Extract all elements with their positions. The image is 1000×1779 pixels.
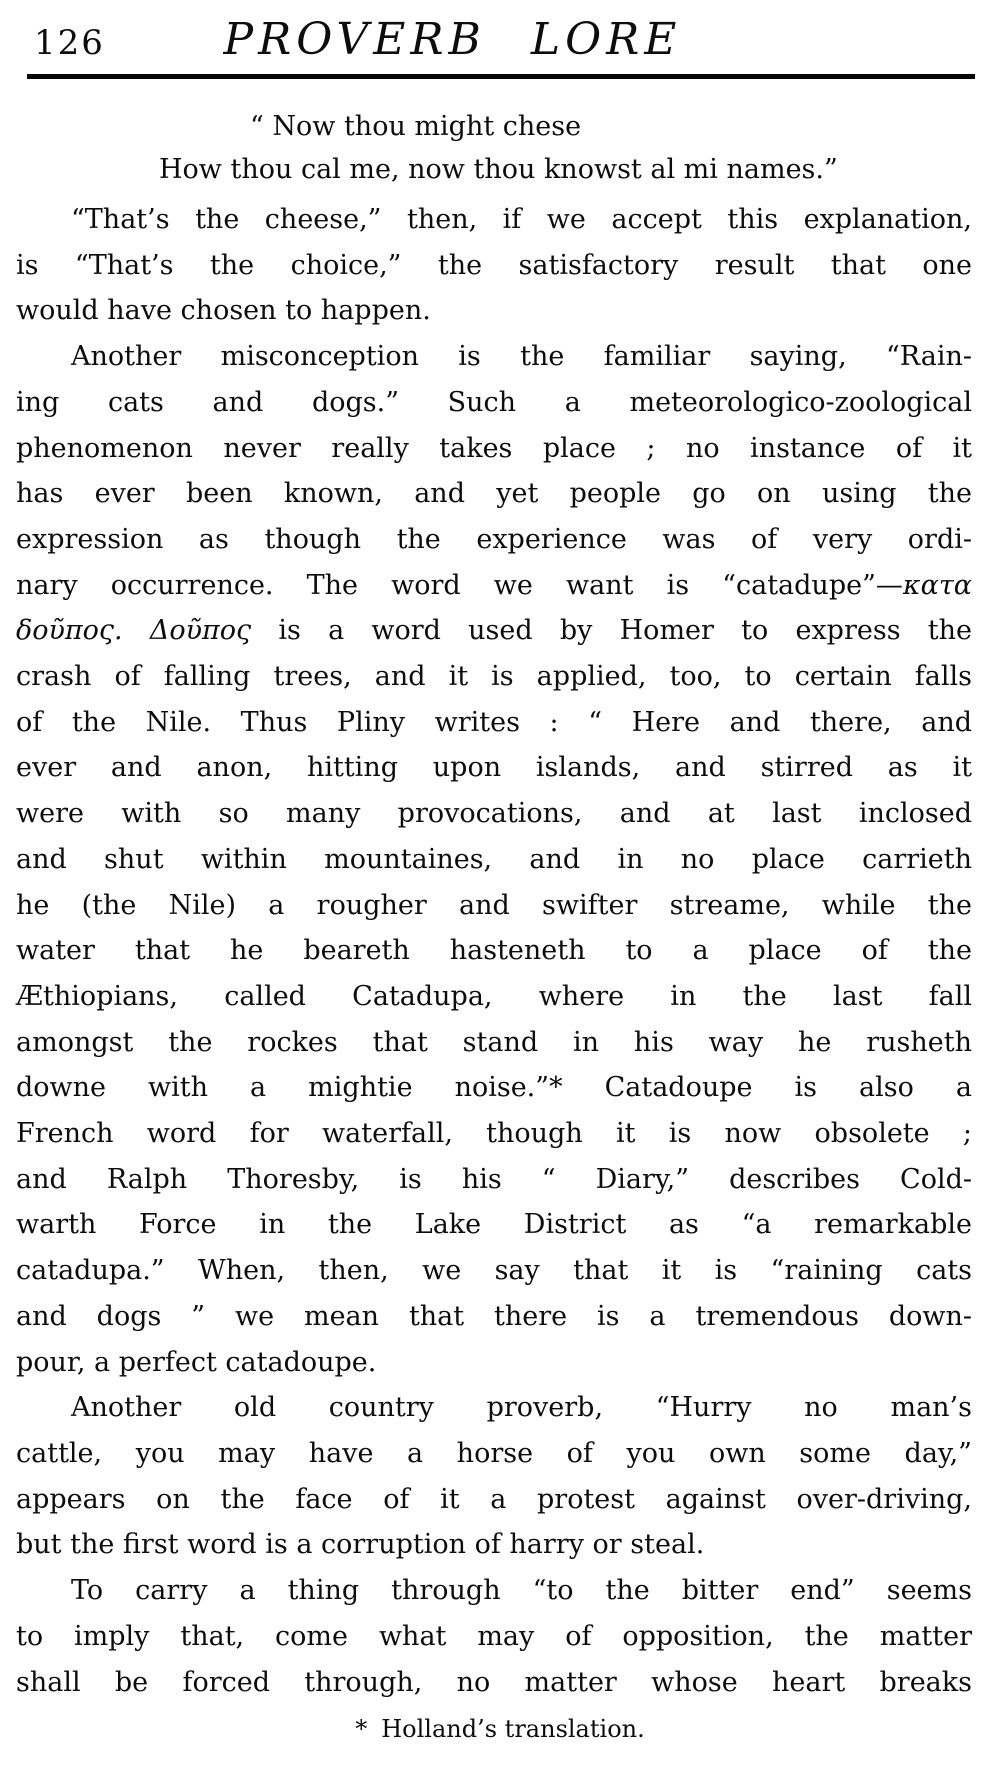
body-line: and dogs ” we mean that there is a tremendous down- [16,1300,972,1332]
body-line: he (the Nile) a rougher and swifter streame, while the [16,889,972,921]
footnote-marker: * [355,1715,368,1744]
epigraph-line: “ Now thou might chese [250,111,582,142]
body-line: to imply that, come what may of opposition, the matter [16,1620,972,1652]
header-rule [27,74,975,79]
body-line: water that he beareth hasteneth to a place of the [16,935,972,967]
epigraph-line: How thou cal me, now thou knowst al mi names.” [159,154,838,185]
body-line: were with so many provocations, and at last inclosed [16,798,972,830]
body-line: amongst the rockes that stand in his way he rusheth [16,1026,972,1058]
body-line: ing cats and dogs.” Such a meteorologico-zoological [16,386,972,418]
body-line: French word for waterfall, though it is now obsolete ; [16,1118,972,1150]
body-line: shall be forced through, no matter whose heart breaks [16,1666,972,1698]
body-line: catadupa.” When, then, we say that it is “raining cats [16,1255,972,1287]
page-title: PROVERB LORE [223,14,682,65]
body-line: pour, a perfect catadoupe. [16,1346,377,1378]
greek-word: δοῦπος. [16,615,123,647]
body-line: and shut within mountaines, and in no place carrieth [16,843,972,875]
body-line: downe with a mightie noise.”* Catadoupe is also a [16,1072,972,1104]
page-number: 126 [34,23,105,63]
body-line: appears on the face of it a protest against over-driving, [16,1483,972,1515]
body-line: is “That’s the choice,” the satisfactory result that one [16,249,972,281]
body-line: “That’s the cheese,” then, if we accept this explanation, [71,204,972,235]
body-line: warth Force in the Lake District as “a remarkable [16,1209,972,1241]
greek-word: κατα [902,569,972,601]
epigraph [0,105,1000,191]
body-line: Another misconception is the familiar saying, “Rain- [71,341,972,373]
body-line: and Ralph Thoresby, is his “ Diary,” describes Cold- [16,1163,972,1195]
footnote [0,1713,1000,1745]
body-line: phenomenon never really takes place ; no instance of it [16,432,972,464]
body-line: crash of falling trees, and it is applied, too, to certain falls [16,661,972,693]
body-line: but the first word is a corruption of harry or steal. [16,1529,705,1561]
greek-word: Δοῦπος [149,615,252,647]
body-line: δοῦπος. Δοῦπος is a word used by Homer to express the [16,615,972,647]
body-line: nary occurrence. The word we want is “catadupe”—κατα [16,569,972,601]
body-line: Another old country proverb, “Hurry no man’s [71,1392,972,1424]
body-line: expression as though the experience was of very ordi- [16,523,972,555]
body-line: ever and anon, hitting upon islands, and stirred as it [16,752,972,784]
running-head [0,0,1000,66]
body-line: of the Nile. Thus Pliny writes : “ Here and there, and [16,706,972,738]
body-line: would have chosen to happen. [16,295,431,327]
body-line: To carry a thing through “to the bitter end” seems [71,1575,972,1607]
body-text [16,197,972,1705]
footnote-text: Holland’s translation. [381,1715,645,1744]
body-line: cattle, you may have a horse of you own some day,” [16,1437,972,1469]
body-line: has ever been known, and yet people go on using the [16,478,972,510]
body-line: Æthiopians, called Catadupa, where in the last fall [16,980,972,1012]
